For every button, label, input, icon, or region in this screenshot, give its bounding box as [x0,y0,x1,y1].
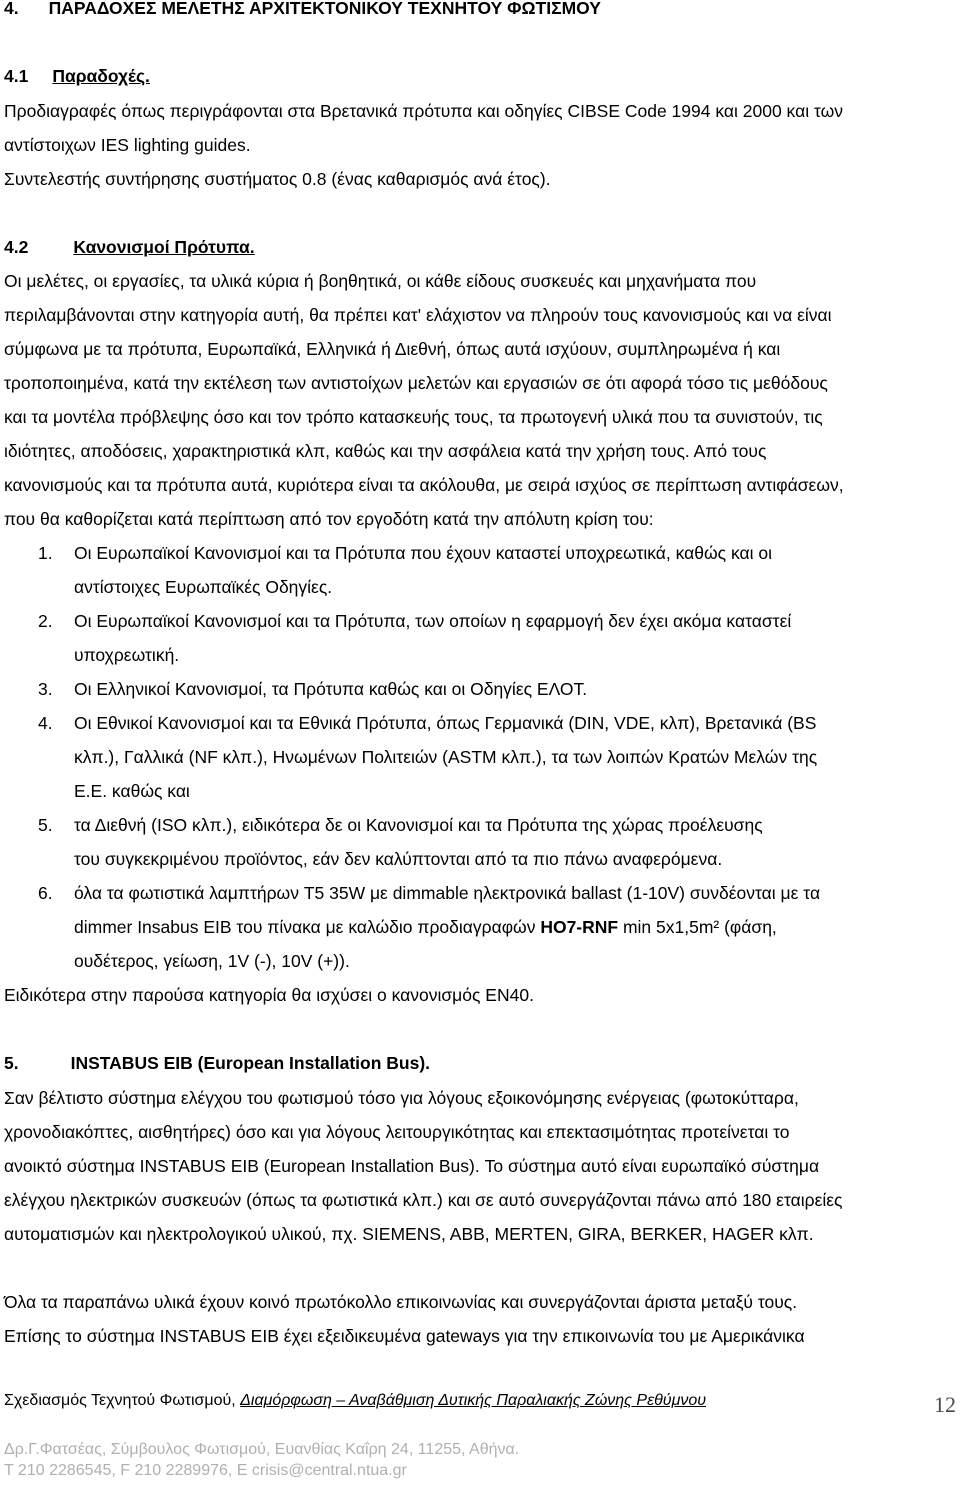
paragraph-line: Προδιαγραφές όπως περιγράφονται στα Βρετανικά πρότυπα και οδηγίες CIBSE Code 1994 και 2000 και των [4,101,844,121]
cable-spec-bold: HO7-RNF [540,917,619,937]
list-item-line: Οι Ευρωπαϊκοί Κανονισμοί και τα Πρότυπα, των οποίων η εφαρμογή δεν έχει ακόμα καταστεί [74,611,792,631]
paragraph-line: αντίστοιχων IES lighting guides. [4,135,251,155]
section-4-2-title: Κανονισμοί Πρότυπα. [73,237,255,257]
paragraph-line: κανονισμούς και τα πρότυπα αυτά, κυριότερα είναι τα ακόλουθα, με σειρά ισχύος σε περίπτωση αντιφάσεων, [4,475,844,495]
paragraph-line: ανοικτό σύστημα INSTABUS EIB (European Installation Bus). Το σύστημα αυτό είναι ευρωπαϊκό σύστημα [4,1156,820,1176]
list-item-line: Οι Ελληνικοί Κανονισμοί, τα Πρότυπα καθώς και οι Οδηγίες ΕΛΟΤ. [74,679,588,699]
list-item-line: υποχρεωτική. [74,645,180,665]
section-4-2-heading [4,237,255,258]
paragraph-line: Σαν βέλτιστο σύστημα ελέγχου του φωτισμού τόσο για λόγους εξοικονόμησης ενέργειας (φωτοκύτταρα, [4,1088,799,1108]
list-number: 4. [38,713,53,733]
list-item-text: dimmer Insabus EIB του πίνακα με καλώδιο προδιαγραφών [74,917,541,937]
paragraph-line: και τα μοντέλα πρόβλεψης όσο και τον τρόπο κατασκευής τους, τα πρωτογενή υλικά που τα συνιστούν, τις [4,407,823,427]
section-5-title: INSTABUS EIB (European Installation Bus). [70,1053,431,1073]
list-item-line: τα Διεθνή (ISO κλπ.), ειδικότερα δε οι Κανονισμοί και τα Πρότυπα της χώρας προέλευσης [74,815,763,835]
list-number: 2. [38,611,53,631]
paragraph-line: ιδιότητες, αποδόσεις, χαρακτηριστικά κλπ, καθώς και την ασφάλεια κατά την χρήση τους. Από τους [4,441,767,461]
list-number: 6. [38,883,53,903]
section-4-1-heading [4,66,150,87]
section-4-title: ΠΑΡΑΔΟΧΕΣ ΜΕΛΕΤΗΣ ΑΡΧΙΤΕΚΤΟΝΙΚΟΥ ΤΕΧΝΗΤΟΥ ΦΩΤΙΣΜΟΥ [48,0,601,18]
list-item-line: Οι Εθνικοί Κανονισμοί και τα Εθνικά Πρότυπα, όπως Γερμανικά (DIN, VDE, κλπ), Βρετανικά (BS [74,713,817,733]
list-item-text: min 5x1,5m² (φάση, [618,917,777,937]
footer-project-title: Διαμόρφωση – Αναβάθμιση Δυτικής Παραλιακής Ζώνης Ρεθύμνου [240,1392,707,1409]
paragraph-line: τροποποιημένα, κατά την εκτέλεση των αντιστοίχων μελετών και εργασιών σε ότι αφορά τόσο τις μεθόδους [4,373,828,393]
list-item-line: Ε.Ε. καθώς και [74,781,190,801]
paragraph-line: χρονοδιακόπτες, αισθητήρες) όσο και για λόγους λειτουργικότητας και επεκτασιμότητας προτείνεται το [4,1122,790,1142]
list-item-line [74,917,777,938]
paragraph-line: Συντελεστής συντήρησης συστήματος 0.8 (ένας καθαρισμός ανά έτος). [4,169,551,189]
paragraph-line: ελέγχου ηλεκτρικών συσκευών (όπως τα φωτιστικά κλπ.) και σε αυτό συνεργάζονται πάνω από 180 εταιρείες [4,1190,843,1210]
section-4-heading [4,0,601,19]
list-item-line: Οι Ευρωπαϊκοί Κανονισμοί και τα Πρότυπα που έχουν καταστεί υποχρεωτικά, καθώς και οι [74,543,772,563]
section-4-2-number: 4.2 [4,237,29,257]
list-number: 1. [38,543,53,563]
paragraph-line: Επίσης το σύστημα INSTABUS EIB έχει εξειδικευμένα gateways για την επικοινωνία του με Αμερικάνικα [4,1326,805,1346]
paragraph-line: Οι μελέτες, οι εργασίες, τα υλικά κύρια ή βοηθητικά, οι κάθε είδους συσκευές και μηχανήματα που [4,271,757,291]
footer-contact-line: T 210 2286545, F 210 2289976, E crisis@central.ntua.gr [4,1462,407,1479]
footer-contact-line: Δρ.Γ.Φατσέας, Σύμβουλος Φωτισμού, Ευανθίας Καΐρη 24, 11255, Αθήνα. [4,1441,520,1458]
paragraph-line: αυτοματισμών και ηλεκτρολογικού υλικού, πχ. SIEMENS, ABB, MERTEN, GIRA, BERKER, HAGER κλπ. [4,1224,814,1244]
section-4-number: 4. [4,0,19,18]
list-number: 5. [38,815,53,835]
closing-line: Ειδικότερα στην παρούσα κατηγορία θα ισχύσει ο κανονισμός EN40. [4,985,534,1005]
page-number: 12 [934,1392,956,1417]
paragraph-line: που θα καθορίζεται κατά περίπτωση από τον εργοδότη κατά την απόλυτη κρίση του: [4,509,654,529]
list-item-line: κλπ.), Γαλλικά (NF κλπ.), Ηνωμένων Πολιτειών (ASTM κλπ.), τα των λοιπών Κρατών Μελών της [74,747,818,767]
footer-title [4,1392,706,1410]
section-5-number: 5. [4,1053,19,1073]
paragraph-line: περιλαμβάνονται στην κατηγορία αυτή, θα πρέπει κατ' ελάχιστον να πληρούν τους κανονισμούς και να είναι [4,305,832,325]
list-item-line: του συγκεκριμένου προϊόντος, εάν δεν καλύπτονται από τα πιο πάνω αναφερόμενα. [74,849,723,869]
list-item-line: όλα τα φωτιστικά λαμπτήρων T5 35W με dimmable ηλεκτρονικά ballast (1-10V) συνδέονται με τα [74,883,821,903]
section-4-1-number: 4.1 [4,66,29,86]
list-number: 3. [38,679,53,699]
section-4-1-title: Παραδοχές. [52,66,150,86]
list-item-line: ουδέτερος, γείωση, 1V (-), 10V (+)). [74,951,350,971]
paragraph-line: Όλα τα παραπάνω υλικά έχουν κοινό πρωτόκολλο επικοινωνίας και συνεργάζονται άριστα μεταξύ τους. [4,1292,798,1312]
list-item-line: αντίστοιχες Ευρωπαϊκές Οδηγίες. [74,577,333,597]
footer-left-text: Σχεδιασμός Τεχνητού Φωτισμού, [4,1392,241,1409]
paragraph-line: σύμφωνα με τα πρότυπα, Ευρωπαϊκά, Ελληνικά ή Διεθνή, όπως αυτά ισχύουν, συμπληρωμένα ή και [4,339,781,359]
section-5-heading [4,1053,430,1074]
